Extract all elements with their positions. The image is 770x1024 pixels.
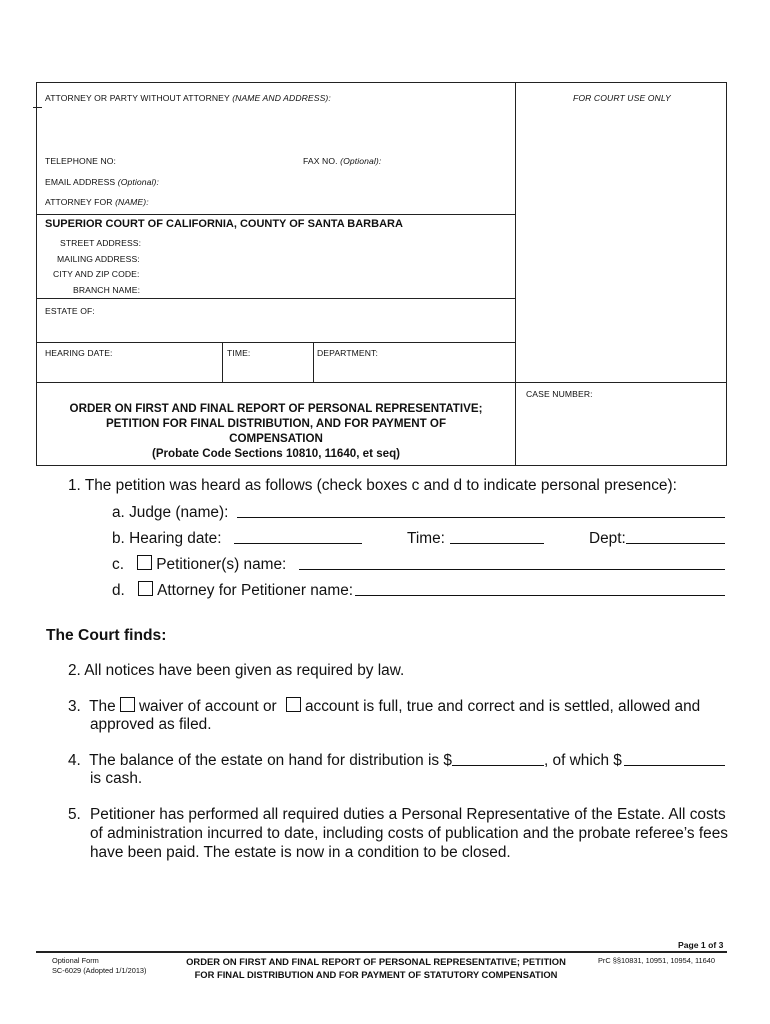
court-finds-heading: The Court finds:: [46, 627, 167, 644]
department-label: DEPARTMENT:: [317, 348, 378, 358]
hearing-divider-line: [36, 342, 516, 343]
time-dept-divider: [313, 342, 314, 382]
item-1a: a. Judge (name):: [112, 504, 229, 521]
dept-field[interactable]: [626, 529, 725, 544]
code-reference: PrC §§10831, 10951, 10954, 11640: [598, 956, 715, 965]
hearing-date-label: HEARING DATE:: [45, 348, 113, 358]
item-2: 2. All notices have been given as required by law.: [68, 662, 405, 679]
item-4: 4. The balance of the estate on hand for distribution is $: [68, 752, 452, 769]
footer-title: ORDER ON FIRST AND FINAL REPORT OF PERSONAL REPRESENTATIVE; PETITION FOR FINAL DISTRIBUTION AND FOR PAYMENT OF STATUTORY COMPENSATION: [186, 956, 566, 980]
court-divider-line: [36, 214, 516, 215]
street-address-label: STREET ADDRESS:: [60, 238, 142, 248]
item-5: 5.: [68, 806, 81, 823]
item-1b-dept: Dept:: [589, 530, 626, 547]
attorney-present-checkbox[interactable]: [138, 581, 153, 596]
item-4-line2: is cash.: [90, 770, 143, 787]
email-label: EMAIL ADDRESS (Optional):: [45, 177, 159, 187]
court-use-only-label: FOR COURT USE ONLY: [573, 93, 671, 103]
item-4-b: , of which $: [544, 752, 622, 769]
city-zip-label: CITY AND ZIP CODE:: [53, 269, 140, 279]
hearing-date-field[interactable]: [234, 529, 362, 544]
attorney-name-field[interactable]: [355, 581, 725, 596]
page-number: Page 1 of 3: [678, 940, 724, 950]
fax-label: FAX NO. (Optional):: [303, 156, 382, 166]
waiver-of-account-checkbox[interactable]: [120, 697, 135, 712]
hearing-time-field[interactable]: [450, 529, 544, 544]
margin-mark: [33, 107, 42, 108]
item-3-line2: approved as filed.: [90, 716, 212, 733]
petitioner-name-field[interactable]: [299, 555, 725, 570]
cash-amount-field[interactable]: [624, 751, 725, 766]
balance-amount-field[interactable]: [452, 751, 544, 766]
branch-name-label: BRANCH NAME:: [73, 285, 141, 295]
estate-divider-line: [36, 298, 516, 299]
form-number: Optional Form SC-6029 (Adopted 1/1/2013): [52, 956, 147, 975]
attorney-for-label: ATTORNEY FOR (NAME):: [45, 197, 149, 207]
hearing-time-divider: [222, 342, 223, 382]
case-number-label: CASE NUMBER:: [526, 389, 593, 399]
item-1c: c. Petitioner(s) name:: [112, 556, 287, 573]
footer-rule: [36, 951, 727, 953]
mailing-address-label: MAILING ADDRESS:: [57, 254, 140, 264]
attorney-label: ATTORNEY OR PARTY WITHOUT ATTORNEY (NAME AND ADDRESS):: [45, 93, 331, 103]
account-checkbox[interactable]: [286, 697, 301, 712]
item-1d: d. Attorney for Petitioner name:: [112, 582, 354, 599]
document-title: ORDER ON FIRST AND FINAL REPORT OF PERSONAL REPRESENTATIVE; PETITION FOR FINAL DISTRIBUTION, AND FOR PAYMENT OF COMPENSATION (Probate Code Sections 10810, 11640, et seq): [69, 402, 483, 460]
judge-name-field[interactable]: [237, 503, 725, 518]
item-5-text: Petitioner has performed all required duties a Personal Representative of the Estate. All costs of administration incurred to date, including costs of publication and the probate referee’s fees have been paid. The estate is now in a condition to be closed.: [90, 806, 728, 861]
estate-of-label: ESTATE OF:: [45, 306, 95, 316]
item-1: 1. The petition was heard as follows (check boxes c and d to indicate personal presence):: [68, 477, 677, 494]
item-1b: b. Hearing date:: [112, 530, 222, 547]
petitioner-present-checkbox[interactable]: [137, 555, 152, 570]
title-divider-line: [36, 382, 727, 383]
time-label: TIME:: [227, 348, 251, 358]
telephone-label: TELEPHONE NO:: [45, 156, 117, 166]
item-1b-time: Time:: [407, 530, 445, 547]
court-name: SUPERIOR COURT OF CALIFORNIA, COUNTY OF SANTA BARBARA: [45, 218, 403, 230]
item-3: 3. The waiver of account or account is full, true and correct and is settled, allowed and: [68, 698, 701, 715]
